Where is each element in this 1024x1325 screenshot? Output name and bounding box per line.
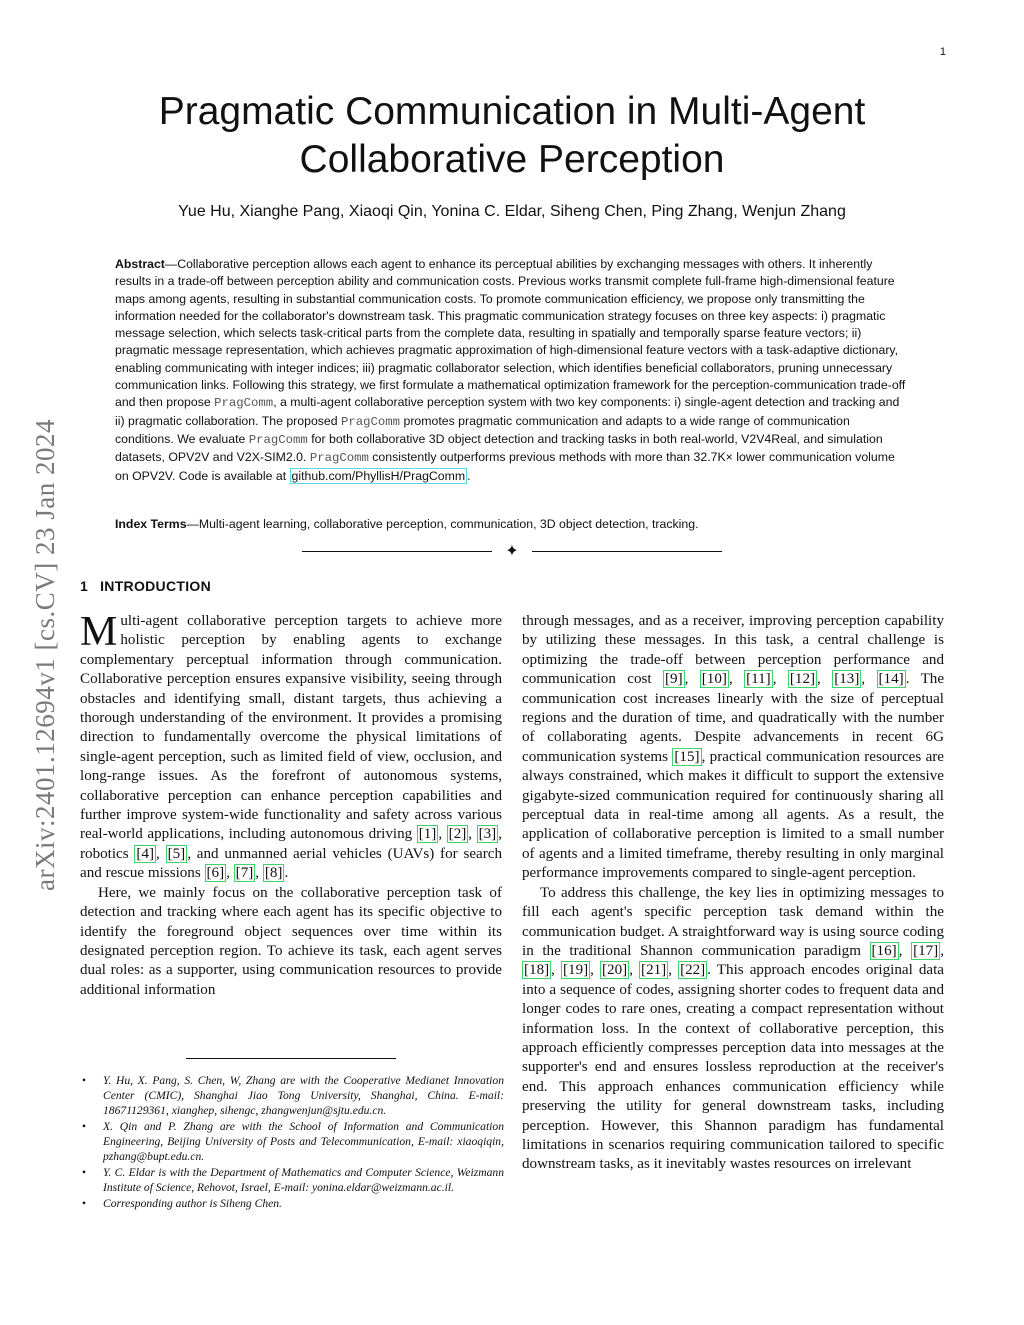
paragraph-text: , and unmanned aerial vehicles (UAVs) for search and rescue missions [80, 845, 502, 882]
citation-link[interactable]: [9] [665, 671, 683, 688]
paragraph-text: To address this challenge, the key lies in optimizing messages to fill each agent's specific perception task demand within the communication budget. A straightforward way is using source coding in the traditional Shannon communication paradigm [522, 884, 944, 959]
paragraph-text: , robotics [80, 826, 502, 862]
paragraph-text: through messages, and as a receiver, improving perception capability by utilizing these messages. In this task, a central challenge is optimizing the trade-off between perception performance and communication cost [522, 613, 944, 688]
left-column [80, 609, 502, 1042]
paper-title [100, 88, 924, 184]
page-number: 1 [939, 46, 946, 58]
bullet-icon: • [82, 1166, 87, 1179]
method-name: PragComm [248, 432, 308, 447]
volume-ratio: 32.7K× [693, 450, 733, 465]
citation-link[interactable]: [8] [264, 865, 283, 882]
drop-cap: M [80, 609, 118, 655]
citation-link[interactable]: [2] [448, 826, 467, 843]
paragraph-text: . This approach encodes original data into a sequence of codes, assigning shorter codes to frequent data and longer codes to rare ones, creating a compact representation without information loss. In the context of collaborative perception, this approach efficiently compresses perception data into messages at the supporter's end and ensures lossless reproduction at the receiver's end. This approach enhances communication efficiency while preserving the utility for general downstream tasks, including perception. However, this Shannon paradigm has fundamental limitations in scenarios requiring communication tailored to specific downstream tasks, as it inevitably wastes resources on irrelevant [522, 962, 944, 1173]
paragraph-text: ulti-agent collaborative perception targets to achieve more holistic perception by enabling agents to exchange complementary perceptual information through communication. Collaborative perception ensures expansive visibility, seeing through obstacles and identifying small, distant targets, thus achieving a thorough understanding of the environment. It provides a promising direction to fundamentally overcome the physical limitations of single-agent perception, such as limited field of view, occlusion, and long-range issues. As the forefront of autonomous systems, collaborative perception can enhance perception capabilities and further improve system-wide functionality and safety across various real-world applications, including autonomous driving [80, 613, 502, 843]
citation-link[interactable]: [15] [674, 748, 700, 765]
footnotes [80, 1073, 504, 1212]
abstract-text: consistently outperforms previous methods with more than [368, 450, 694, 465]
method-name: PragComm [341, 414, 401, 429]
citation-link[interactable]: [21] [641, 962, 667, 979]
paragraph-text: . The communication cost increases linearly with the size of perceptual regions and the duration of time, and quadratically with the number of collaborating agents. Despite advancements in recent 6G communication systems [522, 671, 945, 765]
citation-link[interactable]: [11] [746, 671, 771, 688]
method-name: PragComm [309, 451, 369, 466]
bullet-icon: • [82, 1197, 87, 1210]
citation-link[interactable]: [22] [680, 962, 706, 979]
intro-paragraph-1: Multi-agent collaborative perception targets to achieve more holistic perception by enabling agents to exchange complementary perceptual information through communication. Collaborative perception ensures expansive visibility, seeing through obstacles and identifying small, distant targets, thus achieving a thorough understanding of the environment. It provides a promising direction to fundamentally overcome the physical limitations of single-agent perception, such as limited field of view, occlusion, and long-range issues. As the forefront of autonomous systems, collaborative perception can enhance perception capabilities and further improve system-wide functionality and safety across various real-world applications, including autonomous driving [1] , [2] , [3] , robotics [4] , [5] , and unmanned aerial vehicles (UAVs) for search and rescue missions [6] , [7] , [8] . [80, 609, 502, 882]
separator-ornament-icon: ✦ [505, 541, 519, 560]
citation-link[interactable]: [20] [602, 962, 628, 979]
arxiv-side-stamp: arXiv:2401.12694v1 [cs.CV] 23 Jan 2024 [30, 419, 60, 891]
citation-link[interactable]: [4] [136, 845, 155, 862]
index-terms [115, 516, 910, 533]
abstract-text: , a multi-agent collaborative perception system with two key components: i) single-agent detection and tracking and ii) pragmatic collaboration. The proposed [115, 395, 900, 428]
index-terms-label: Index Terms [115, 517, 187, 531]
title-line-2: Collaborative Perception [299, 138, 725, 181]
citation-link[interactable]: [18] [524, 962, 550, 979]
footnote-text: X. Qin and P. Zhang are with the School of Information and Communication Engineering, Beijing University of Posts and Telecommunication, E-mail: xiaoqiqin, pzhang@bupt.edu.cn. [103, 1120, 504, 1163]
citation-link[interactable]: [19] [563, 962, 589, 979]
citation-link[interactable]: [10] [701, 671, 727, 688]
citation-link[interactable]: [5] [167, 845, 186, 862]
citation-link[interactable]: [1] [418, 826, 437, 843]
citation-link[interactable]: [13] [834, 671, 860, 688]
footnote [80, 1165, 504, 1195]
citation-link[interactable]: [3] [478, 826, 497, 843]
abstract-text: . [467, 468, 471, 483]
abstract-text: for both collaborative 3D object detection and tracking tasks in both real-world, V2V4Real, and simulation datasets, OPV2V and V2X-SIM2.0. [115, 431, 883, 465]
paragraph-text: , practical communication resources are always constrained, which makes it difficult to support the extensive gigabyte-sized communication required for continuously sharing all perceptual data in real-time among all agents. As a result, the application of collaborative perception is limited to a small number of agents and a limited timeframe, thereby resulting in only marginal performance improvements compared to single-agent perception. [522, 748, 944, 882]
section-title: INTRODUCTION [100, 578, 212, 594]
separator-line-left [302, 551, 492, 552]
footnote [80, 1119, 504, 1164]
footnote-text: Corresponding author is Siheng Chen. [103, 1197, 282, 1210]
abstract-text: lower communication volume on OPV2V. Code is available at [115, 450, 895, 483]
intro-paragraph-3: through messages, and as a receiver, improving perception capability by utilizing these messages. In this task, a central challenge is optimizing the trade-off between perception performance and communication cost [9] , [10] , [11] , [12] , [13] , [14] . The communication cost increases linearly with the size of perceptual regions and the duration of time, and quadratically with the number of collaborating agents. Despite advancements in recent 6G communication systems [15] , practical communication resources are always constrained, which makes it difficult to support the extensive gigabyte-sized communication required for continuously sharing all perceptual data in real-time among all agents. As a result, the application of collaborative perception is limited to a small number of agents and a limited timeframe, thereby resulting in only marginal performance improvements compared to single-agent perception. [522, 613, 945, 882]
citation-link[interactable]: [16] [871, 942, 897, 959]
intro-paragraph-4: To address this challenge, the key lies in optimizing messages to fill each agent's specific perception task demand within the communication budget. A straightforward way is using source coding in the traditional Shannon communication paradigm [16] , [17] , [18] , [19] , [20] , [21] , [22] . This approach encodes original data into a sequence of codes, assigning shorter codes to frequent data and longer codes to rare ones, creating a compact representation without information loss. In the context of collaborative perception, this approach efficiently compresses perception data into messages at the supporter's end and ensures lossless reproduction at the receiver's end. This approach enhances communication efficiency while preserving the utility for general downstream tasks, including perception. However, this Shannon paradigm has fundamental limitations in scenarios requiring communication tailored to specific downstream tasks, as it inevitably wastes resources on irrelevant [522, 884, 944, 1173]
footnote-rule [186, 1058, 396, 1059]
abstract [115, 256, 910, 485]
citation-link[interactable]: [17] [913, 942, 939, 959]
code-link[interactable]: github.com/PhyllisH/PragComm [291, 468, 466, 483]
right-column [522, 612, 944, 1252]
bullet-icon: • [82, 1120, 87, 1133]
author-list: Yue Hu, Xianghe Pang, Xiaoqi Qin, Yonina C. Eldar, Siheng Chen, Ping Zhang, Wenjun Zhang [178, 203, 846, 220]
section-number: 1 [80, 578, 89, 594]
bullet-icon: • [82, 1074, 87, 1087]
abstract-label: Abstract [115, 257, 165, 271]
index-terms-text: —Multi-agent learning, collaborative perception, communication, 3D object detection, tracking. [186, 517, 699, 531]
section-heading [80, 578, 211, 594]
method-name: PragComm [214, 396, 274, 411]
citation-link[interactable]: [6] [206, 865, 225, 882]
citation-link[interactable]: [12] [789, 671, 816, 688]
section-separator [302, 542, 722, 562]
separator-line-right [532, 551, 722, 552]
title-line-1: Pragmatic Communication in Multi-Agent [158, 90, 866, 133]
footnote-text: Y. Hu, X. Pang, S. Chen, W, Zhang are with the Cooperative Medianet Innovation Center (CMIC), Shanghai Jiao Tong University, Shanghai, China. E-mail: 18671129361, xianghep, sihengc, zhangwenjun@sjtu.edu.cn. [103, 1074, 504, 1117]
footnote-text: Y. C. Eldar is with the Department of Mathematics and Computer Science, Weizmann Institute of Science, Rehovot, Israel, E-mail: yonina.eldar@weizmann.ac.il. [103, 1166, 504, 1194]
intro-paragraph-2: Here, we mainly focus on the collaborative perception task of detection and tracking where each agent has its specific objective to identify the foreground object sequences over time within its designated perception region. To achieve its task, each agent serves dual roles: as a supporter, using communication resources to provide additional information [80, 884, 502, 998]
abstract-text: promotes pragmatic communication and adapts to a wide range of communication conditions. We evaluate [115, 413, 850, 446]
citation-link[interactable]: [7] [235, 865, 254, 882]
citation-link[interactable]: [14] [878, 671, 904, 688]
footnote [80, 1073, 504, 1118]
footnote [80, 1196, 504, 1211]
abstract-text: —Collaborative perception allows each agent to enhance its perceptual abilities by exchanging messages with others. It inherently results in a trade-off between perception ability and communication costs. Previous works transmit complete full-frame high-dimensional feature maps among agents, resulting in substantial communication costs. To promote communication efficiency, we propose only transmitting the information needed for the collaborator's downstream task. This pragmatic communication strategy focuses on three key aspects: i) pragmatic message selection, which selects task-critical parts from the complete data, resulting in spatially and temporally sparse feature vectors; ii) pragmatic message representation, which achieves pragmatic approximation of high-dimensional feature vectors with a task-adaptive dictionary, enabling communicating with integer indices; iii) pragmatic collaborator selection, which identifies beneficial collaborators, pruning unnecessary communication links. Following this strategy, we first formulate a mathematical optimization framework for the perception-communication trade-off and then propose [115, 257, 906, 410]
